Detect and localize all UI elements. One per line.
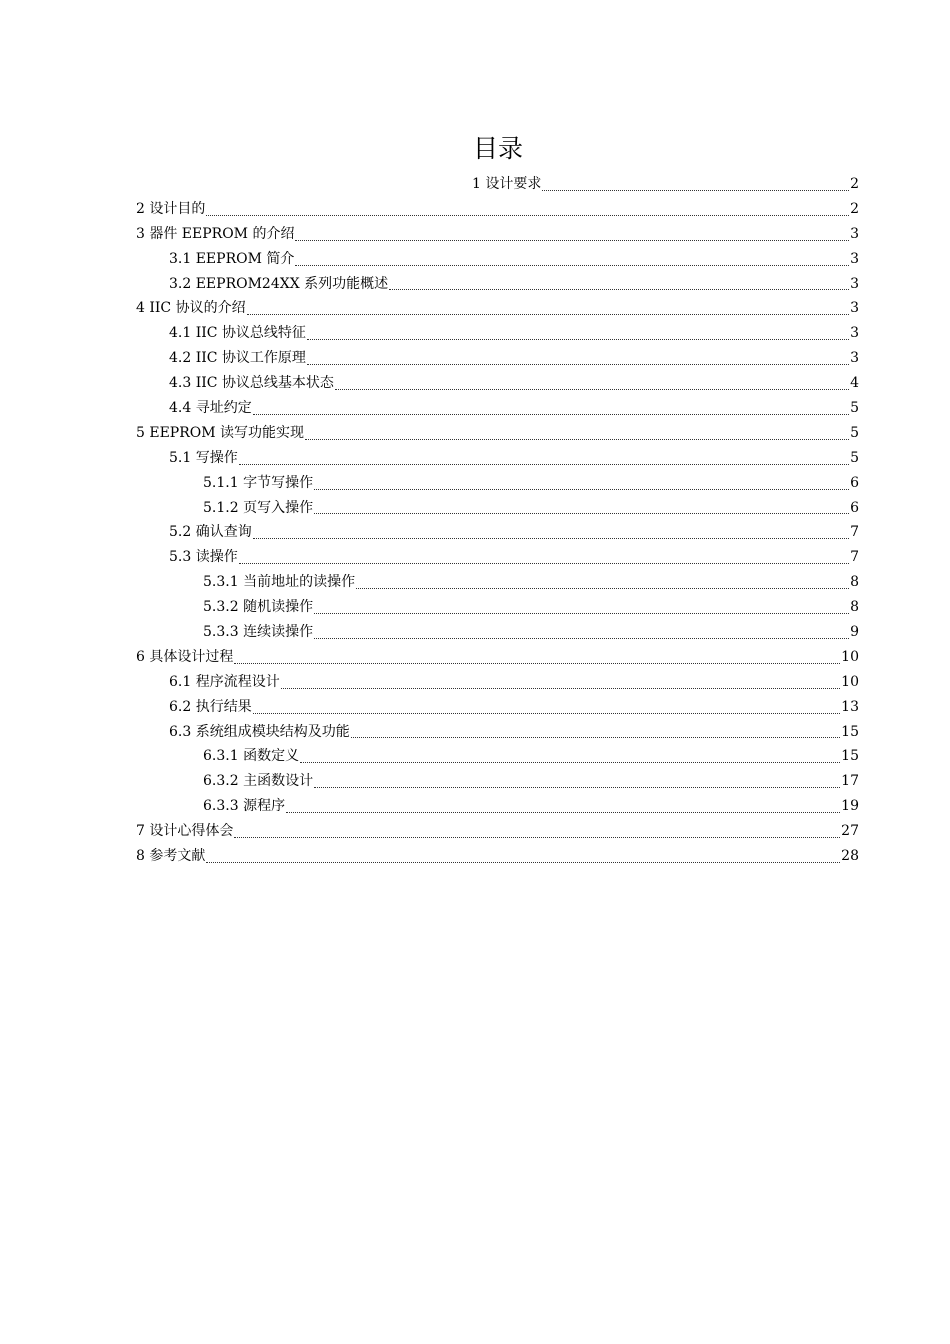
- toc-entry[interactable]: [136, 546, 859, 571]
- toc-entry[interactable]: [136, 198, 859, 223]
- toc-leader-dots: [389, 288, 849, 290]
- toc-entry[interactable]: [136, 397, 859, 422]
- toc-entry-label: 4.4 寻址约定: [169, 400, 252, 417]
- toc-entry[interactable]: [136, 571, 859, 596]
- toc-entry[interactable]: [136, 770, 859, 795]
- toc-entry-page: 27: [841, 823, 859, 840]
- toc-entry-label: 5.1 写操作: [169, 449, 238, 466]
- toc-entry-page: 17: [841, 773, 859, 790]
- toc-entry[interactable]: [136, 422, 859, 447]
- toc-entry-page: 8: [850, 599, 859, 616]
- toc-entry[interactable]: [136, 521, 859, 546]
- toc-entry-label: 7 设计心得体会: [136, 823, 234, 840]
- toc-leader-dots: [239, 562, 849, 564]
- toc-entry[interactable]: [136, 745, 859, 770]
- toc-entry-label: 4.2 IIC 协议工作原理: [169, 350, 306, 367]
- toc-entry-page: 3: [850, 275, 859, 292]
- toc-entry-page: 15: [841, 748, 859, 765]
- toc-entry-page: 5: [850, 449, 859, 466]
- toc-entry-page: 3: [850, 300, 859, 317]
- toc-entry[interactable]: [136, 596, 859, 621]
- toc-entry-label: 2 设计目的: [136, 200, 206, 217]
- toc-leader-dots: [253, 413, 849, 415]
- toc-leader-dots: [335, 388, 849, 390]
- toc-leader-dots: [253, 537, 849, 539]
- toc-entry-label: 5.1.1 字节写操作: [203, 474, 314, 491]
- toc-leader-dots: [281, 687, 840, 689]
- toc-entry-label: 5 EEPROM 读写功能实现: [136, 424, 305, 441]
- toc-leader-dots: [286, 811, 840, 813]
- toc-entry-page: 3: [850, 325, 859, 342]
- toc-entry-label: 6.3.1 函数定义: [203, 748, 300, 765]
- toc-entry-label: 5.2 确认查询: [169, 524, 252, 541]
- toc-entry-page: 28: [841, 848, 859, 865]
- toc-leader-dots: [295, 264, 849, 266]
- toc-entry-page: 3: [850, 350, 859, 367]
- toc-entry-page: 6: [850, 474, 859, 491]
- toc-entry-page: 3: [850, 225, 859, 242]
- toc-entry[interactable]: [136, 696, 859, 721]
- toc-leader-dots: [234, 662, 840, 664]
- toc-entry-label: 5.3.3 连续读操作: [203, 624, 314, 641]
- toc-entry-page: 4: [850, 375, 859, 392]
- toc-entry-label: 5.3.2 随机读操作: [203, 599, 314, 616]
- toc-entry-page: 15: [841, 723, 859, 740]
- toc-leader-dots: [247, 313, 849, 315]
- toc-entry[interactable]: [136, 248, 859, 273]
- toc-leader-dots: [305, 438, 849, 440]
- toc-entry[interactable]: [136, 372, 859, 397]
- toc-entry-label: 6.3.2 主函数设计: [203, 773, 314, 790]
- toc-leader-dots: [542, 189, 849, 191]
- toc-entry[interactable]: [136, 820, 859, 845]
- toc-entry-label: 6.2 执行结果: [169, 698, 252, 715]
- toc-entry-page: 9: [850, 624, 859, 641]
- toc-entry[interactable]: [136, 347, 859, 372]
- toc-entry[interactable]: [136, 646, 859, 671]
- toc-title: 目录: [472, 134, 523, 163]
- toc-entry-label: 5.3 读操作: [169, 549, 238, 566]
- toc-entry-page: 5: [850, 400, 859, 417]
- toc-entry-label: 1 设计要求: [472, 176, 542, 192]
- toc-leader-dots: [295, 239, 849, 241]
- toc-entry-page: 10: [841, 673, 859, 690]
- toc-entry[interactable]: [136, 621, 859, 646]
- toc-entry-label: 4.3 IIC 协议总线基本状态: [169, 375, 334, 392]
- toc-leader-dots: [307, 338, 849, 340]
- toc-entry[interactable]: [136, 472, 859, 497]
- toc-entry-page: 19: [841, 798, 859, 815]
- toc-entry[interactable]: [136, 671, 859, 696]
- toc-entry[interactable]: [136, 173, 859, 198]
- toc-entry-page: 7: [850, 524, 859, 541]
- toc-entry[interactable]: [136, 795, 859, 820]
- toc-leader-dots: [314, 488, 849, 490]
- toc-leader-dots: [314, 512, 849, 514]
- toc-leader-dots: [351, 736, 840, 738]
- toc-entry[interactable]: [136, 721, 859, 746]
- toc-entry-page: 2: [850, 176, 859, 192]
- toc-entry-label: 4 IIC 协议的介绍: [136, 300, 246, 317]
- toc-entry[interactable]: [136, 273, 859, 298]
- toc-entry-label: 3.1 EEPROM 简介: [169, 250, 295, 267]
- toc-leader-dots: [314, 637, 849, 639]
- toc-entry[interactable]: [136, 322, 859, 347]
- toc-entry-label: 6.1 程序流程设计: [169, 673, 280, 690]
- toc-entry-label: 4.1 IIC 协议总线特征: [169, 325, 306, 342]
- toc-entry-label: 6.3.3 源程序: [203, 798, 286, 815]
- toc-entry-label: 3 器件 EEPROM 的介绍: [136, 225, 295, 242]
- toc-entry[interactable]: [136, 297, 859, 322]
- toc-leader-dots: [300, 761, 840, 763]
- toc-entry-label: 8 参考文献: [136, 848, 206, 865]
- toc-entry[interactable]: [136, 845, 859, 870]
- toc-entry-label: 5.1.2 页写入操作: [203, 499, 314, 516]
- toc-entry-page: 10: [841, 648, 859, 665]
- toc-entry-label: 3.2 EEPROM24XX 系列功能概述: [169, 275, 389, 292]
- toc-entry-label: 6 具体设计过程: [136, 648, 234, 665]
- toc-entry[interactable]: [136, 223, 859, 248]
- toc-entry-label: 5.3.1 当前地址的读操作: [203, 574, 356, 591]
- toc-leader-dots: [314, 786, 840, 788]
- toc-entry-page: 2: [850, 200, 859, 217]
- toc-leader-dots: [206, 214, 849, 216]
- toc-entry[interactable]: [136, 447, 859, 472]
- toc-entry[interactable]: [136, 497, 859, 522]
- toc-entry-label: 6.3 系统组成模块结构及功能: [169, 723, 350, 740]
- toc-entry-page: 13: [841, 698, 859, 715]
- table-of-contents: [136, 173, 859, 870]
- toc-leader-dots: [206, 861, 840, 863]
- toc-entry-page: 8: [850, 574, 859, 591]
- toc-leader-dots: [314, 612, 849, 614]
- toc-entry-page: 7: [850, 549, 859, 566]
- toc-leader-dots: [307, 363, 849, 365]
- toc-leader-dots: [356, 587, 849, 589]
- toc-entry-page: 6: [850, 499, 859, 516]
- toc-leader-dots: [239, 463, 849, 465]
- toc-entry-page: 3: [850, 250, 859, 267]
- toc-leader-dots: [234, 836, 840, 838]
- toc-entry-page: 5: [850, 424, 859, 441]
- toc-leader-dots: [253, 712, 840, 714]
